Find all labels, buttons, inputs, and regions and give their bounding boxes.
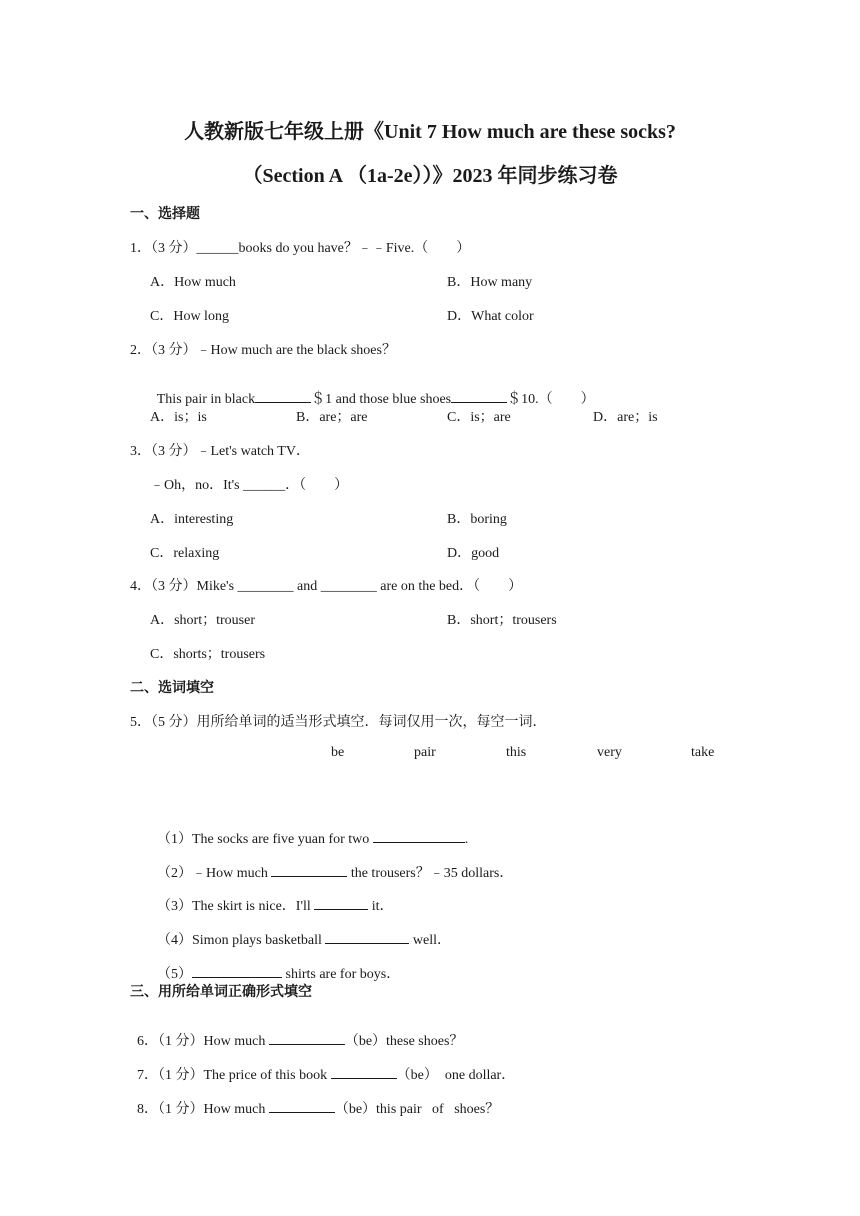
q5-s3-end: it． [368,899,394,914]
q2-blank-2[interactable] [451,389,507,403]
word-bank-item: very [597,745,622,760]
q7-end: （be） one dollar． [396,1068,516,1083]
question-4: 4．（3 分）Mike's ________ and ________ are on the bed．（ ） [130,579,523,594]
q3-option-a[interactable]: A．interesting [150,512,234,527]
q2-sentence [150,372,595,408]
title-line-1: 人教新版七年级上册《Unit 7 How much are these socks? [184,121,676,143]
q5-s5-end: shirts are for boys． [282,967,401,982]
q3-option-b[interactable]: B．boring [447,512,507,527]
q5-s3-text: （3）The skirt is nice．I'll [157,899,315,914]
question-8 [130,1082,499,1118]
q6-text: 6．（1 分）How much [137,1034,269,1049]
q5-blank-1[interactable] [373,829,465,843]
q4-option-a[interactable]: A．short；trouser [150,613,255,628]
q5-sentence-3 [150,879,394,915]
q5-s1-text: （1）The socks are five yuan for two [157,832,373,847]
q8-text: 8．（1 分）How much [137,1102,269,1117]
q2-option-d[interactable]: D．are；is [593,410,658,425]
question-3: 3．（3 分）﹣Let's watch TV． [130,444,310,459]
q3-line-2: ﹣Oh，no．It's ______．（ ） [150,478,349,493]
section-heading-2: 二、选词填空 [130,681,214,696]
q2-option-b[interactable]: B．are；are [296,410,368,425]
q3-option-c[interactable]: C．relaxing [150,546,220,561]
q1-option-b[interactable]: B．How many [447,275,533,290]
q5-sentence-2 [150,846,513,882]
q4-option-b[interactable]: B．short；trousers [447,613,557,628]
q5-sentence-1 [150,812,468,848]
q2-option-a[interactable]: A．is；is [150,410,207,425]
q2-blank-1[interactable] [255,389,311,403]
q5-blank-5[interactable] [192,964,282,978]
q8-blank[interactable] [269,1099,335,1113]
section-heading-3: 三、用所给单词正确形式填空 [130,985,312,1000]
q1-option-c[interactable]: C．How long [150,309,229,324]
question-7 [130,1048,515,1084]
q7-blank[interactable] [331,1065,397,1079]
q2-text-part-2: ＄1 and those blue shoes [311,392,452,407]
question-1: 1．（3 分）______books do you have？﹣﹣Five.（ ） [130,241,471,256]
q5-s4-end: well． [409,933,451,948]
q5-s1-end: . [464,832,469,847]
section-heading-1: 一、选择题 [130,207,200,222]
q5-blank-4[interactable] [325,930,409,944]
q7-text: 7．（1 分）The price of this book [137,1068,331,1083]
q5-s2-text: （2）﹣How much [157,866,272,881]
question-2: 2．（3 分）﹣How much are the black shoes？ [130,343,396,358]
q4-option-c[interactable]: C．shorts；trousers [150,647,266,662]
q5-s5-text: （5） [157,967,192,982]
word-bank-item: pair [414,745,436,760]
title-line-2: （Section A （1a-2e））》2023 年同步练习卷 [242,165,618,187]
q5-sentence-4 [150,913,451,949]
q5-s4-text: （4）Simon plays basketball [157,933,326,948]
q1-option-d[interactable]: D．What color [447,309,534,324]
q6-end: （be）these shoes？ [344,1034,464,1049]
word-bank-item: this [506,745,527,760]
q2-text-part-3: ＄10.（ ） [507,392,595,407]
q8-end: （be）this pair of shoes？ [334,1102,500,1117]
q5-s2-end: the trousers？﹣35 dollars． [347,866,514,881]
q3-option-d[interactable]: D．good [447,546,500,561]
q1-option-a[interactable]: A．How much [150,275,236,290]
word-bank-item: be [331,745,345,760]
q6-blank[interactable] [269,1031,345,1045]
word-bank-item: take [691,745,715,760]
q5-sentence-5 [150,947,400,983]
question-6 [130,1014,463,1050]
question-5: 5．（5 分）用所给单词的适当形式填空．每词仅用一次，每空一词． [130,715,547,730]
q2-text-part-1: This pair in black [156,392,256,407]
q5-blank-2[interactable] [271,863,347,877]
q2-option-c[interactable]: C．is；are [447,410,511,425]
q5-blank-3[interactable] [314,896,368,910]
